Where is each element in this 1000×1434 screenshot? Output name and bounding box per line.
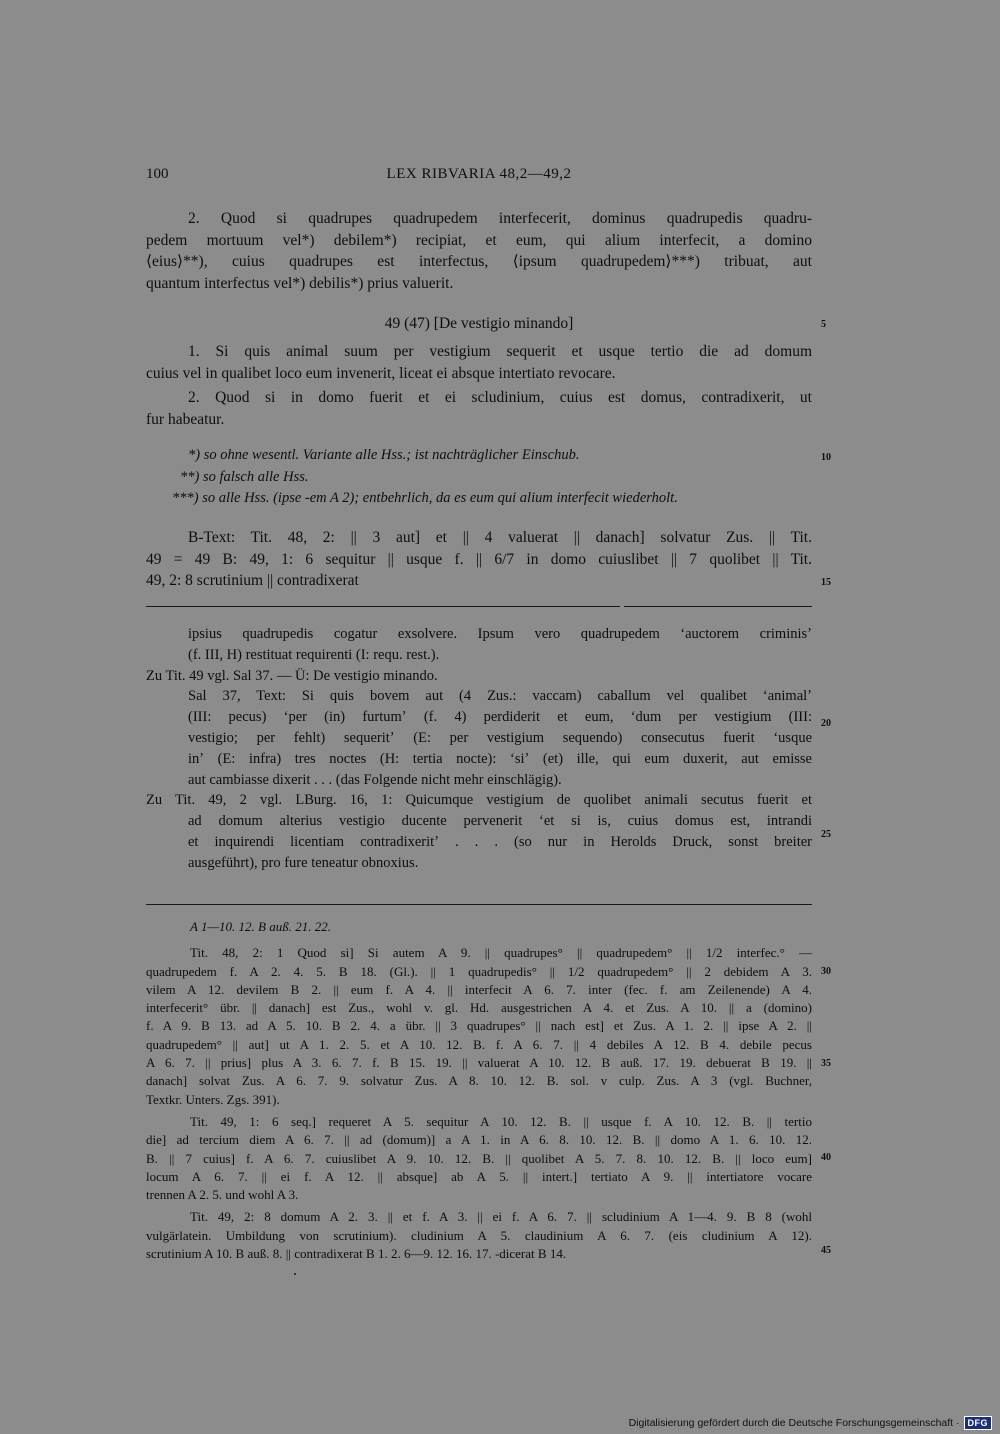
text-line: scrutinium A 10. B auß. 8. || contradixerat B 1. 2. 6—9. 12. 16. 17. -dicerat B 14. <box>146 1246 567 1262</box>
divider <box>146 904 812 905</box>
footnotes <box>146 445 812 510</box>
text-line: Textkr. Unters. Zgs. 391). <box>146 1091 280 1107</box>
paragraph-49-1 <box>146 341 812 384</box>
text-line: inʼ (E: infra) tres noctes (H: tertia nocte): ʻsiʼ (et) ille, qui eum duxerit, aut emisse <box>188 750 812 767</box>
text-line: quadrupedem f. A 2. 4. 5. B 18. (Gl.). || 1 quadrupedis° || 1/2 quadrupedem° || 2 debidem A 3. <box>146 963 812 979</box>
digitization-credit <box>629 1416 992 1430</box>
section-heading: 49 (47) [De vestigio minando] <box>384 315 574 332</box>
text-line: cuius vel in qualibet loco eum invenerit, liceat ei absque intertiato revocare. <box>146 364 616 382</box>
critical-apparatus <box>146 918 812 1263</box>
text-line: B-Text: Tit. 48, 2: || 3 aut] et || 4 valuerat || danach] solvatur Zus. || Tit. <box>188 529 812 546</box>
footnote: **) so falsch alle Hss. <box>180 468 309 485</box>
text-line: vulgärlatein. Umbildung von scrutinium). cludinium A 5. claudinium A 6. 7. (eis cludinium A 12). <box>146 1227 812 1243</box>
line-number: 30 <box>821 966 831 977</box>
scan-speck <box>294 1273 296 1275</box>
line-number: 25 <box>821 829 831 840</box>
text-line: Tit. 49, 2: 8 domum A 2. 3. || et f. A 3. || ei f. A 6. 7. || scludinium A 1—4. 9. B 8 (wohl <box>190 1209 812 1225</box>
text-line: interfecerit° übr. || danach] est Zus., wohl v. gl. Hd. ausgestrichen A 4. et Zus. A 10. || a (domino) <box>146 1000 812 1016</box>
divider <box>624 606 812 607</box>
text-line: ausgeführt), pro fure teneatur obnoxius. <box>188 854 419 871</box>
text-line: 2. Quod si in domo fuerit et ei scludinium, cuius est domus, contradixerit, ut <box>188 389 812 406</box>
line-number: 10 <box>821 452 831 463</box>
text-line: Sal 37, Text: Si quis bovem aut (4 Zus.: vaccam) caballum vel qualibet ʻanimalʼ <box>188 688 812 705</box>
line-number: 45 <box>821 1245 831 1256</box>
running-title: LEX RIBVARIA 48,2—49,2 <box>386 166 572 182</box>
line-number: 40 <box>821 1152 831 1163</box>
text-line: vilem A 12. devilem B 2. || eum f. A 4. || interfecit A 6. 7. inter (fec. f. am Zeilenende) A 4. <box>146 981 812 997</box>
divider <box>146 606 620 607</box>
page-number: 100 <box>146 166 169 182</box>
text-line: (f. III, H) restituat requirenti (I: requ. rest.). <box>188 646 440 663</box>
footnote: *) so ohne wesentl. Variante alle Hss.; ist nachträglicher Einschub. <box>188 447 580 463</box>
text-line: die] ad tercium diem A 6. 7. || ad (domum)] a A 1. in A 6. 8. 10. 12. B. || domo A 1. 6. 10. 12. <box>146 1132 812 1148</box>
text-line: aut cambiasse dixerit . . . (das Folgende nicht mehr einschlägig). <box>188 771 562 788</box>
text-line: et inquirendi licentiam contradixeritʼ . . . (so nur in Herolds Druck, sonst breiter <box>188 833 812 850</box>
text-line: 2. Quod si quadrupes quadrupedem interfecerit, dominus quadrupedis quadru- <box>188 210 812 227</box>
text-line: A 6. 7. || prius] plus A 3. 6. 7. f. B 15. 19. || valuerat A 10. 12. B auß. 17. 19. debuerat B 19. || <box>146 1055 812 1071</box>
line-number: 15 <box>821 577 831 588</box>
text-line: locum A 6. 7. || ei f. A 12. || absque] ab A 5. || intert.] tertiato A 9. || intertiatore vocare <box>146 1168 812 1184</box>
text-line: pedem mortuum vel*) debilem*) recipiat, et eum, qui alium interfecit, a domino <box>146 231 812 249</box>
text-line: ⟨eius⟩**), cuius quadrupes est interfectus, ⟨ipsum quadrupedem⟩***) tribuat, aut <box>146 253 812 270</box>
text-line: 49, 2: 8 scrutinium || contradixerat <box>146 572 359 589</box>
text-line: trennen A 2. 5. und wohl A 3. <box>146 1187 299 1203</box>
text-line: B. || 7 cuius] f. A 6. 7. cuiuslibet A 9. 10. 12. B. || quolibet A 5. 7. 8. 10. 12. B. || loco eum] <box>146 1150 812 1166</box>
text-line: Zu Tit. 49 vgl. Sal 37. — Ü: De vestigio minando. <box>146 667 438 684</box>
text-line: fur habeatur. <box>146 410 225 428</box>
credit-text: Digitalisierung gefördert durch die Deutsche Forschungsgemeinschaft · <box>628 1417 960 1429</box>
text-line: danach] solvat Zus. A 6. 7. 9. solvatur Zus. A 8. 10. 12. B. sol. v culp. Zus. A 3 (vgl. Buchner, <box>146 1073 812 1089</box>
text-line: f. A 9. B 13. ad A 5. 10. B 2. 4. a übr. || 3 quadrupes° || nach est] et Zus. A 1. 2. || ipse A 2. || <box>146 1018 812 1034</box>
text-line: quadrupedem° || aut] ut A 1. 2. 5. et A 10. 12. B. f. A 6. 7. || 4 debiles A 12. B 4. debile pecus <box>146 1036 812 1052</box>
text-line: vestigio; per fehlt) sequeritʼ (E: per vestigium sequendo) consecutus fuerit ʻusque <box>188 729 812 746</box>
dfg-logo: DFG <box>964 1416 993 1430</box>
line-number: 5 <box>821 319 826 330</box>
text-line: Zu Tit. 49, 2 vgl. LBurg. 16, 1: Quicumque vestigium de quolibet animali secutus fuerit et <box>146 792 812 809</box>
text-line: ipsius quadrupedis cogatur exsolvere. Ipsum vero quadrupedem ʻauctorem criminisʼ <box>188 626 812 642</box>
text-line: (III: pecus) ʻper (in) furtumʼ (f. 4) perdiderit et eum, ʻdum per vestigium (III: <box>188 709 812 726</box>
text-line: ad domum alterius vestigio ducente pervenerit ʻet si is, cuius domus est, intrandi <box>188 813 812 830</box>
text-line: A 1—10. 12. B auß. 21. 22. <box>190 919 331 934</box>
footnote: ***) so alle Hss. (ipse -em A 2); entbehrlich, da es eum qui alium interfecit wiederholt. <box>172 490 678 506</box>
running-head <box>146 166 812 190</box>
text-line: 49 = 49 B: 49, 1: 6 sequitur || usque f. || 6/7 in domo cuiuslibet || 7 quolibet || Tit. <box>146 550 812 568</box>
parallels-apparatus <box>146 624 812 874</box>
text-line: Tit. 48, 2: 1 Quod si] Si autem A 9. || quadrupes° || quadrupedem° || 1/2 interfec.° — <box>190 945 812 961</box>
text-line: quantum interfectus vel*) debilis*) prius valuerit. <box>146 274 454 292</box>
text-line: Tit. 49, 1: 6 seq.] requeret A 5. sequitur A 10. 12. B. || usque f. A 10. 12. B. || tertio <box>190 1113 812 1129</box>
b-text <box>146 527 812 592</box>
text-line: 1. Si quis animal suum per vestigium sequerit et usque tertio die ad domum <box>188 343 812 360</box>
line-number: 20 <box>821 718 831 729</box>
line-number: 35 <box>821 1058 831 1069</box>
paragraph-49-2 <box>146 387 812 430</box>
paragraph-48-2 <box>146 208 812 294</box>
